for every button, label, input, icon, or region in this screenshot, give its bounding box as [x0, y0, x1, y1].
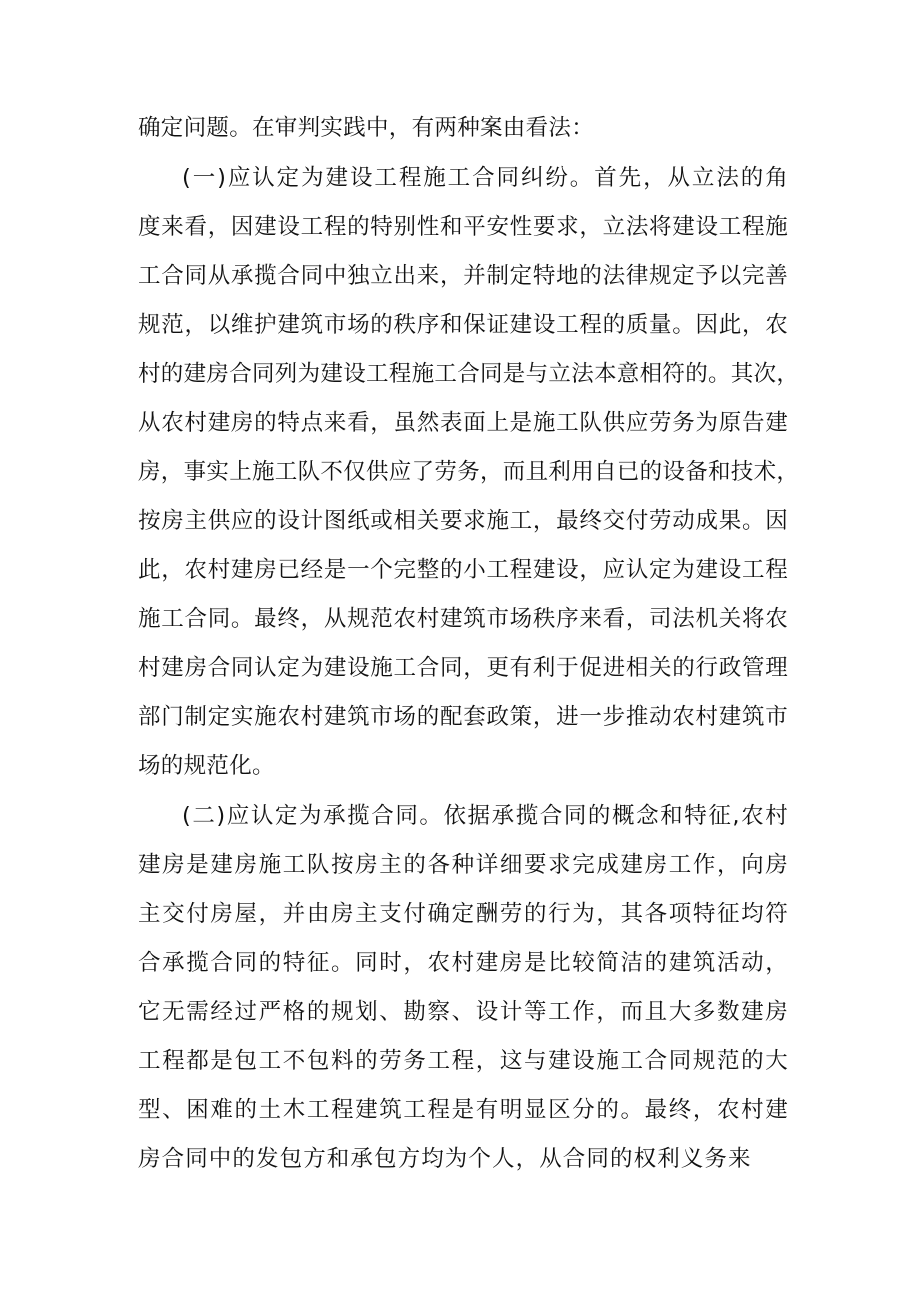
text-line: 工合同从承揽合同中独立出来，并制定特地的法律规定予以完善 [138, 263, 788, 289]
text-line: 场的规范化。 [138, 753, 275, 779]
text-line: 部门制定实施农村建筑市场的配套政策，进一步推动农村建筑市 [138, 704, 788, 730]
text-line: 此，农村建房已经是一个完整的小工程建设，应认定为建设工程 [138, 557, 788, 583]
text-line: 村的建房合同列为建设工程施工合同是与立法本意相符的。其次， [138, 361, 800, 387]
text-line: 施工合同。最终，从规范农村建筑市场秩序来看，司法机关将农 [138, 606, 788, 632]
text-line: 合承揽合同的特征。同时，农村建房是比较简洁的建筑活动， [138, 950, 788, 976]
text-line: 按房主供应的设计图纸或相关要求施工，最终交付劳动成果。因 [138, 508, 788, 534]
text-line: (二)应认定为承揽合同。依据承揽合同的概念和特征,农村 [182, 803, 788, 829]
text-line: 从农村建房的特点来看，虽然表面上是施工队供应劳务为原告建 [138, 410, 788, 436]
text-line: 房，事实上施工队不仅供应了劳务，而且利用自已的设备和技术， [138, 459, 800, 485]
text-line: 规范，以维护建筑市场的秩序和保证建设工程的质量。因此，农 [138, 312, 788, 338]
text-line: 房合同中的发包方和承包方均为个人，从合同的权利义务来 [138, 1146, 752, 1172]
text-line: 它无需经过严格的规划、勘察、设计等工作，而且大多数建房 [138, 999, 788, 1025]
text-line: (一)应认定为建设工程施工合同纠纷。首先，从立法的角 [182, 165, 788, 191]
text-line: 主交付房屋，并由房主支付确定酬劳的行为，其各项特征均符 [138, 901, 788, 927]
text-line: 工程都是包工不包料的劳务工程，这与建设施工合同规范的大 [138, 1048, 788, 1074]
text-line: 确定问题。在审判实践中，有两种案由看法： [138, 115, 595, 141]
text-line: 建房是建房施工队按房主的各种详细要求完成建房工作，向房 [138, 852, 788, 878]
text-line: 型、困难的土木工程建筑工程是有明显区分的。最终，农村建 [138, 1097, 788, 1123]
text-line: 度来看，因建设工程的特别性和平安性要求，立法将建设工程施 [138, 214, 788, 240]
text-line: 村建房合同认定为建设施工合同，更有利于促进相关的行政管理 [138, 655, 788, 681]
